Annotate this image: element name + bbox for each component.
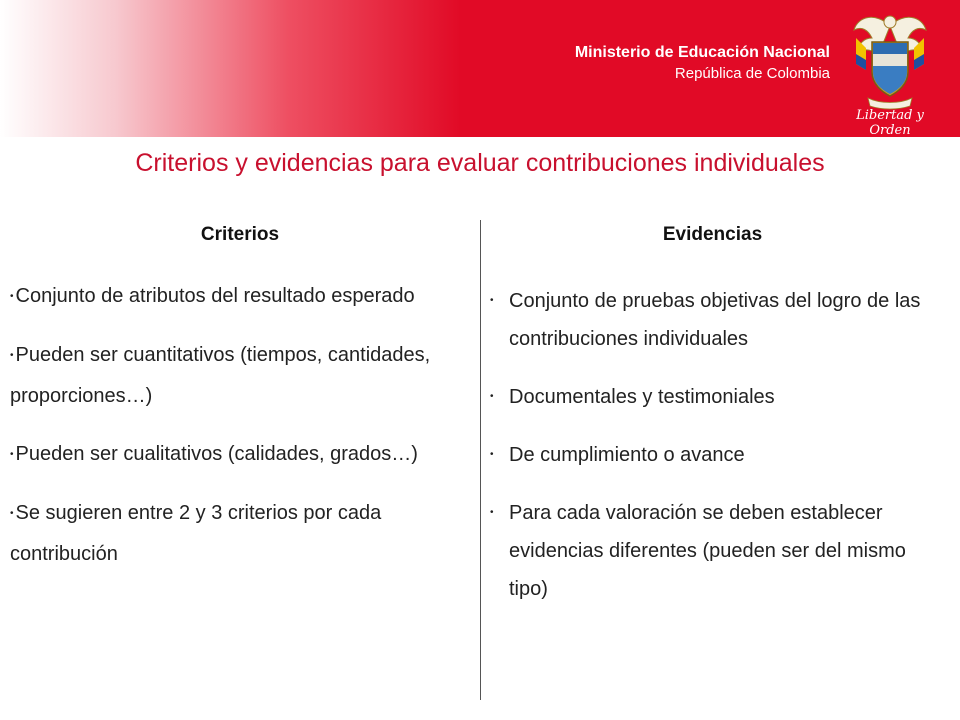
bullet-icon: •	[10, 350, 14, 361]
evidencias-list	[490, 282, 935, 608]
list-item	[490, 282, 935, 358]
bullet-icon: •	[10, 449, 14, 460]
list-item	[10, 434, 455, 475]
list-item-text: Pueden ser cuantitativos (tiempos, cantidades, proporciones…)	[10, 344, 431, 407]
bullet-icon: •	[10, 508, 14, 519]
list-item	[10, 335, 455, 416]
criterios-list	[10, 276, 455, 574]
criterios-column	[10, 222, 455, 592]
list-item-text: Para cada valoración se deben establecer evidencias diferentes (pueden ser del mismo tipo)	[509, 502, 906, 600]
list-item-text: Conjunto de atributos del resultado esperado	[15, 285, 415, 307]
list-item	[490, 494, 935, 608]
criterios-heading: Criterios	[200, 224, 280, 245]
bullet-icon: •	[490, 295, 494, 306]
motto: Libertad y Orden	[856, 108, 924, 138]
header-banner	[0, 0, 960, 137]
country-name: República de Colombia	[674, 65, 830, 82]
list-item	[10, 493, 455, 574]
list-item-text: Pueden ser cualitativos (calidades, grados…)	[15, 443, 418, 465]
list-item	[490, 378, 935, 416]
list-item-text: De cumplimiento o avance	[509, 444, 745, 466]
evidencias-heading: Evidencias	[662, 224, 763, 245]
list-item-text: Se sugieren entre 2 y 3 criterios por cada contribución	[10, 502, 382, 565]
bullet-icon: •	[490, 391, 494, 402]
bullet-icon: •	[490, 507, 494, 518]
bullet-icon: •	[10, 291, 14, 302]
list-item-text: Documentales y testimoniales	[509, 386, 775, 408]
slide-title: Criterios y evidencias para evaluar contribuciones individuales	[135, 149, 825, 177]
column-divider	[480, 220, 481, 700]
list-item-text: Conjunto de pruebas objetivas del logro de las contribuciones individuales	[509, 290, 921, 350]
list-item	[490, 436, 935, 474]
ministry-block	[575, 43, 830, 85]
ministry-name: Ministerio de Educación Nacional	[574, 44, 830, 61]
list-item	[10, 276, 455, 317]
bullet-icon: •	[490, 449, 494, 460]
evidencias-column	[490, 222, 935, 628]
